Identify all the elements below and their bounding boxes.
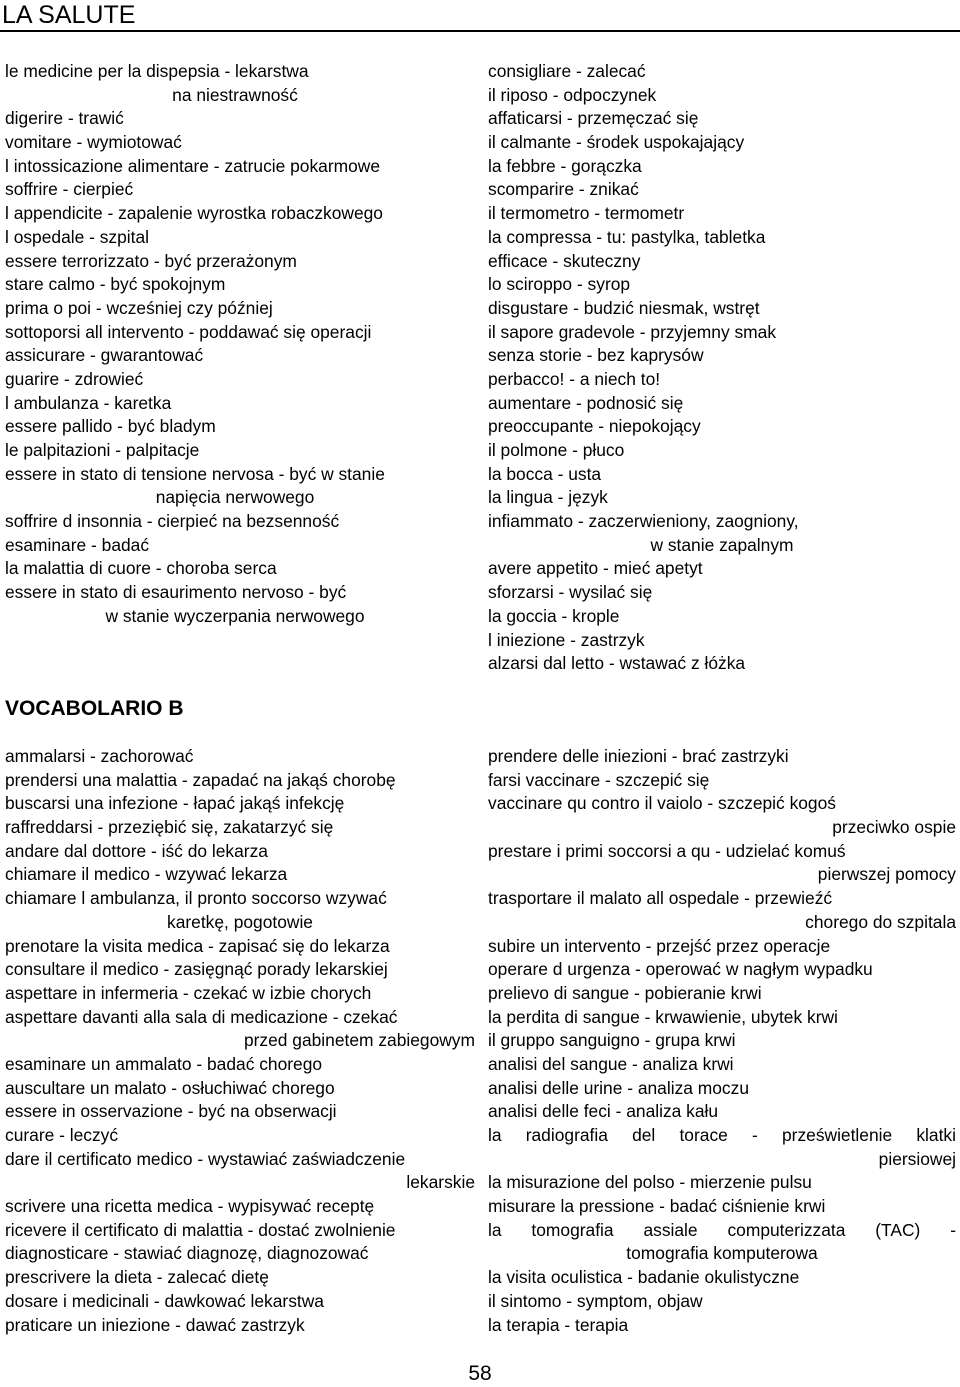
vocab-entry: essere in osservazione - być na obserwacji — [5, 1101, 337, 1122]
vocab-entry-continuation: w stanie wyczerpania nerwowego — [105, 605, 365, 626]
vocab-entry: dare il certificato medico - wystawiać zaświadczenie — [5, 1148, 406, 1169]
vocab-entry: la malattia di cuore - choroba serca — [5, 558, 277, 579]
vocab-entry: analisi delle feci - analiza kału — [488, 1101, 719, 1122]
vocab-entry: affaticarsi - przemęczać się — [488, 108, 699, 129]
vocab-entry-continuation: piersiowej — [878, 1148, 956, 1169]
vocab-entry: aspettare davanti alla sala di medicazione - czekać — [5, 1006, 398, 1027]
vocab-entry: essere in stato di esaurimento nervoso - być — [5, 582, 347, 603]
vocab-entry: la lingua - język — [488, 487, 608, 508]
vocab-entry: il calmante - środek uspokajający — [488, 132, 745, 153]
vocab-entry: chiamare il medico - wzywać lekarza — [5, 864, 288, 885]
vocab-entry: farsi vaccinare - szczepić się — [488, 769, 710, 790]
vocab-entry: la bocca - usta — [488, 463, 602, 484]
vocab-entry: subire un intervento - przejść przez operacje — [488, 935, 831, 956]
vocab-entry: scomparire - znikać — [488, 179, 639, 200]
vocab-entry: l iniezione - zastrzyk — [488, 629, 645, 650]
vocab-entry: prelievo di sangue - pobieranie krwi — [488, 982, 762, 1003]
vocab-entry: la visita oculistica - badanie okulistyczne — [488, 1267, 800, 1288]
vocab-entry: avere appetito - mieć apetyt — [488, 558, 703, 579]
vocab-entry: assicurare - gwarantować — [5, 345, 204, 366]
vocab-entry-continuation: lekarskie — [406, 1172, 475, 1193]
vocab-entry: il sintomo - symptom, objaw — [488, 1290, 703, 1311]
vocab-entry: raffreddarsi - przeziębić się, zakatarzyć się — [5, 817, 334, 838]
vocab-entry: analisi del sangue - analiza krwi — [488, 1053, 734, 1074]
vocab-entry: buscarsi una infezione - łapać jakąś infekcję — [5, 793, 345, 814]
vocab-entry: l appendicite - zapalenie wyrostka robaczkowego — [5, 203, 383, 224]
vocab-entry: vaccinare qu contro il vaiolo - szczepić kogoś — [488, 793, 836, 814]
vocab-entry: la misurazione del polso - mierzenie pulsu — [488, 1172, 812, 1193]
vocab-entry: prestare i primi soccorsi a qu - udzielać komuś — [488, 840, 846, 861]
page-number: 58 — [468, 1362, 492, 1385]
vocab-entry: essere terrorizzato - być przerażonym — [5, 250, 297, 271]
vocab-entry: prendersi una malattia - zapadać na jakąś chorobę — [5, 769, 396, 790]
vocab-entry: preoccupante - niepokojący — [488, 416, 701, 437]
vocab-entry: sottoporsi all intervento - poddawać się operacji — [5, 321, 372, 342]
vocab-entry: auscultare un malato - osłuchiwać chorego — [5, 1077, 335, 1098]
section-heading-vocabolario-b: VOCABOLARIO B — [5, 697, 184, 720]
vocab-entry: sforzarsi - wysilać się — [488, 582, 653, 603]
vocab-entry-continuation: przeciwko ospie — [832, 817, 956, 838]
vocab-entry: l ospedale - szpital — [5, 226, 150, 247]
vocab-entry: ammalarsi - zachorować — [5, 746, 194, 766]
vocab-entry: le medicine per la dispepsia - lekarstwa — [5, 61, 309, 81]
vocabulary-b-right-column — [488, 745, 956, 1337]
vocab-entry-continuation: przed gabinetem zabiegowym — [243, 1030, 475, 1051]
vocab-entry: senza storie - bez kaprysów — [488, 345, 704, 366]
vocab-entry: consigliare - zalecać — [488, 61, 646, 81]
vocab-entry: stare calmo - być spokojnym — [5, 274, 226, 295]
vocab-entry: guarire - zdrowieć — [5, 368, 144, 389]
vocab-entry: la goccia - krople — [488, 605, 620, 626]
page-title: LA SALUTE — [0, 0, 960, 32]
vocab-entry-continuation: karetkę, pogotowie — [167, 911, 313, 932]
vocab-entry: la febbre - gorączka — [488, 155, 642, 176]
vocab-entry-continuation: tomografia komputerowa — [626, 1243, 818, 1264]
vocab-entry: dosare i medicinali - dawkować lekarstwa — [5, 1290, 324, 1311]
vocab-entry: il riposo - odpoczynek — [488, 84, 657, 105]
vocab-entry: esaminare - badać — [5, 534, 150, 555]
vocab-entry-continuation: la tomografia assiale computerizzata (TAC) - — [488, 1219, 956, 1240]
vocab-entry: il termometro - termometr — [488, 203, 685, 224]
vocab-entry: prendere delle iniezioni - brać zastrzyki — [488, 746, 789, 766]
vocabulary-a-right-column — [488, 60, 956, 676]
vocab-entry: andare dal dottore - iść do lekarza — [5, 840, 268, 861]
vocab-entry: soffrire d insonnia - cierpieć na bezsenność — [5, 511, 340, 532]
vocab-entry: operare d urgenza - operować w nagłym wypadku — [488, 959, 873, 980]
vocab-entry: le palpitazioni - palpitacje — [5, 440, 200, 460]
vocab-entry: l ambulanza - karetka — [5, 392, 172, 413]
vocab-entry-continuation: chorego do szpitala — [805, 911, 956, 932]
vocab-entry: essere in stato di tensione nervosa - być w stanie — [5, 463, 385, 484]
vocab-entry: prima o poi - wcześniej czy później — [5, 297, 273, 318]
vocab-entry-continuation: la radiografia del torace - prześwietlenie klatki — [488, 1125, 956, 1145]
vocab-entry-continuation: na niestrawność — [172, 84, 298, 105]
vocabulary-b-left-column — [5, 745, 475, 1337]
vocab-entry: vomitare - wymiotować — [5, 132, 182, 153]
vocab-entry: lo sciroppo - syrop — [488, 274, 631, 295]
vocab-entry: il sapore gradevole - przyjemny smak — [488, 321, 777, 342]
vocab-entry: misurare la pressione - badać ciśnienie krwi — [488, 1196, 826, 1217]
vocab-entry: alzarsi dal letto - wstawać z łóżka — [488, 653, 746, 674]
vocab-entry-continuation: napięcia nerwowego — [155, 487, 315, 508]
vocab-entry: la terapia - terapia — [488, 1314, 629, 1335]
vocab-entry: scrivere una ricetta medica - wypisywać receptę — [5, 1196, 375, 1217]
vocab-entry: esaminare un ammalato - badać chorego — [5, 1053, 323, 1074]
vocab-entry: efficace - skuteczny — [488, 250, 641, 271]
vocab-entry: perbacco! - a niech to! — [488, 368, 661, 389]
vocab-entry: aumentare - podnosić się — [488, 392, 684, 413]
vocab-entry: digerire - trawić — [5, 108, 124, 129]
vocab-entry-continuation: pierwszej pomocy — [817, 864, 956, 885]
vocab-entry: soffrire - cierpieć — [5, 179, 134, 200]
vocab-entry: il polmone - płuco — [488, 440, 625, 460]
vocab-entry: trasportare il malato all ospedale - przewieźć — [488, 888, 833, 909]
vocab-entry: analisi delle urine - analiza moczu — [488, 1077, 749, 1098]
vocab-entry: diagnosticare - stawiać diagnozę, diagnozować — [5, 1243, 369, 1264]
vocab-entry: prescrivere la dieta - zalecać dietę — [5, 1267, 269, 1288]
vocab-entry: ricevere il certificato di malattia - dostać zwolnienie — [5, 1219, 396, 1240]
vocab-entry: disgustare - budzić niesmak, wstręt — [488, 297, 760, 318]
vocabulary-a-left-column — [5, 60, 465, 629]
vocab-entry: aspettare in infermeria - czekać w izbie chorych — [5, 982, 372, 1003]
vocab-entry-continuation: w stanie zapalnym — [650, 534, 794, 555]
vocab-entry: infiammato - zaczerwieniony, zaogniony, — [488, 511, 799, 532]
vocab-entry: prenotare la visita medica - zapisać się do lekarza — [5, 935, 390, 956]
vocab-entry: curare - leczyć — [5, 1125, 119, 1145]
vocab-entry: essere pallido - być bladym — [5, 416, 216, 437]
vocab-entry: la perdita di sangue - krwawienie, ubytek krwi — [488, 1006, 838, 1027]
vocab-entry: il gruppo sanguigno - grupa krwi — [488, 1030, 736, 1051]
vocab-entry: chiamare l ambulanza, il pronto soccorso wzywać — [5, 888, 387, 909]
vocab-entry: la compressa - tu: pastylka, tabletka — [488, 226, 766, 247]
vocab-entry: l intossicazione alimentare - zatrucie pokarmowe — [5, 155, 381, 176]
vocab-entry: consultare il medico - zasięgnąć porady lekarskiej — [5, 959, 388, 980]
vocab-entry: praticare un iniezione - dawać zastrzyk — [5, 1314, 305, 1335]
